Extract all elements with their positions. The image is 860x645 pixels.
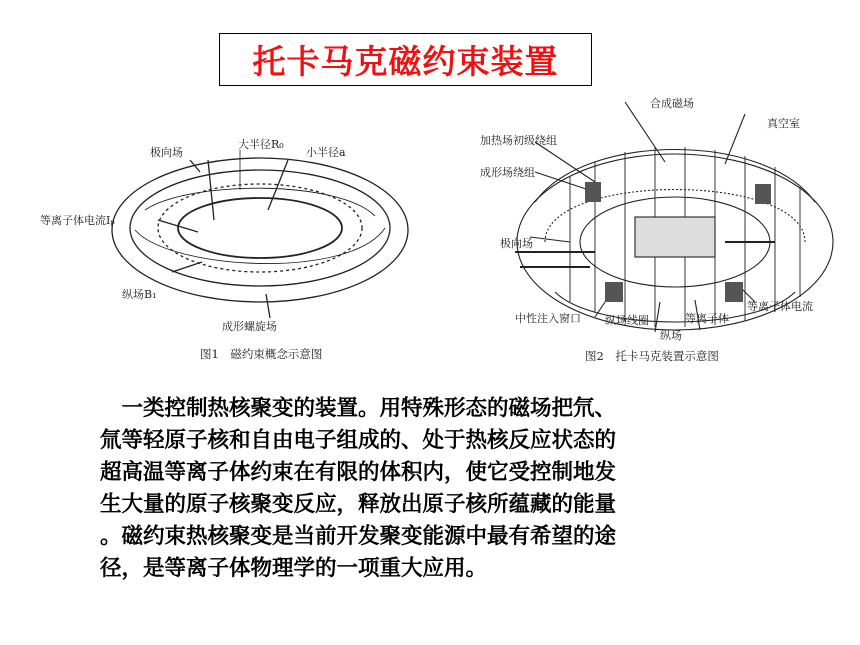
figure-2-caption: 图2 托卡马克装置示意图 xyxy=(585,349,719,363)
figure-2-drawing xyxy=(475,92,855,372)
title-box xyxy=(219,33,592,86)
figure-1 xyxy=(40,120,420,370)
label-neutral-injection: 中性注入窗口 xyxy=(515,312,581,325)
label-ohmic-winding: 加热场初级绕组 xyxy=(480,134,557,147)
label-plasma-current-2: 等离子体电流 xyxy=(747,300,813,313)
label-poloidal-field: 极向场 xyxy=(150,146,183,159)
label-toroidal-coil: 纵场线圈 xyxy=(605,314,649,327)
label-vacuum-chamber: 真空室 xyxy=(767,117,800,130)
label-toroidal-field: 纵场B₁ xyxy=(122,288,157,301)
label-toroidal: 纵场 xyxy=(660,329,682,342)
paragraph-line: 超高温等离子体约束在有限的体积内，使它受控制地发 xyxy=(100,460,617,485)
figure-1-caption: 图1 磁约束概念示意图 xyxy=(200,347,323,361)
paragraph-line: 一类控制热核聚变的装置。用特殊形态的磁场把氘、 xyxy=(100,396,617,421)
paragraph-line: 径，是等离子体物理学的一项重大应用。 xyxy=(100,556,488,581)
label-helical-field: 成形螺旋场 xyxy=(222,320,277,333)
label-resultant-field: 合成磁场 xyxy=(650,97,694,110)
paragraph-line: 。磁约束热核聚变是当前开发聚变能源中最有希望的途 xyxy=(100,524,617,549)
label-poloidal-field-2: 极向场 xyxy=(500,237,533,250)
figure-1-drawing xyxy=(40,120,420,370)
paragraph-line: 氚等轻原子核和自由电子组成的、处于热核反应状态的 xyxy=(100,428,617,453)
label-plasma-current: 等离子体电流Iₚ xyxy=(40,214,115,227)
description-paragraph xyxy=(100,393,800,585)
paragraph-line: 生大量的原子核聚变反应，释放出原子核所蕴藏的能量 xyxy=(100,492,617,517)
label-minor-radius: 小半径a xyxy=(306,146,346,159)
figure-2 xyxy=(475,92,855,372)
page-title: 托卡马克磁约束装置 xyxy=(252,42,559,81)
label-major-radius: 大半径R₀ xyxy=(238,138,284,151)
label-plasma: 等离子体 xyxy=(685,312,729,325)
label-shaping-winding: 成形场绕组 xyxy=(480,166,535,179)
